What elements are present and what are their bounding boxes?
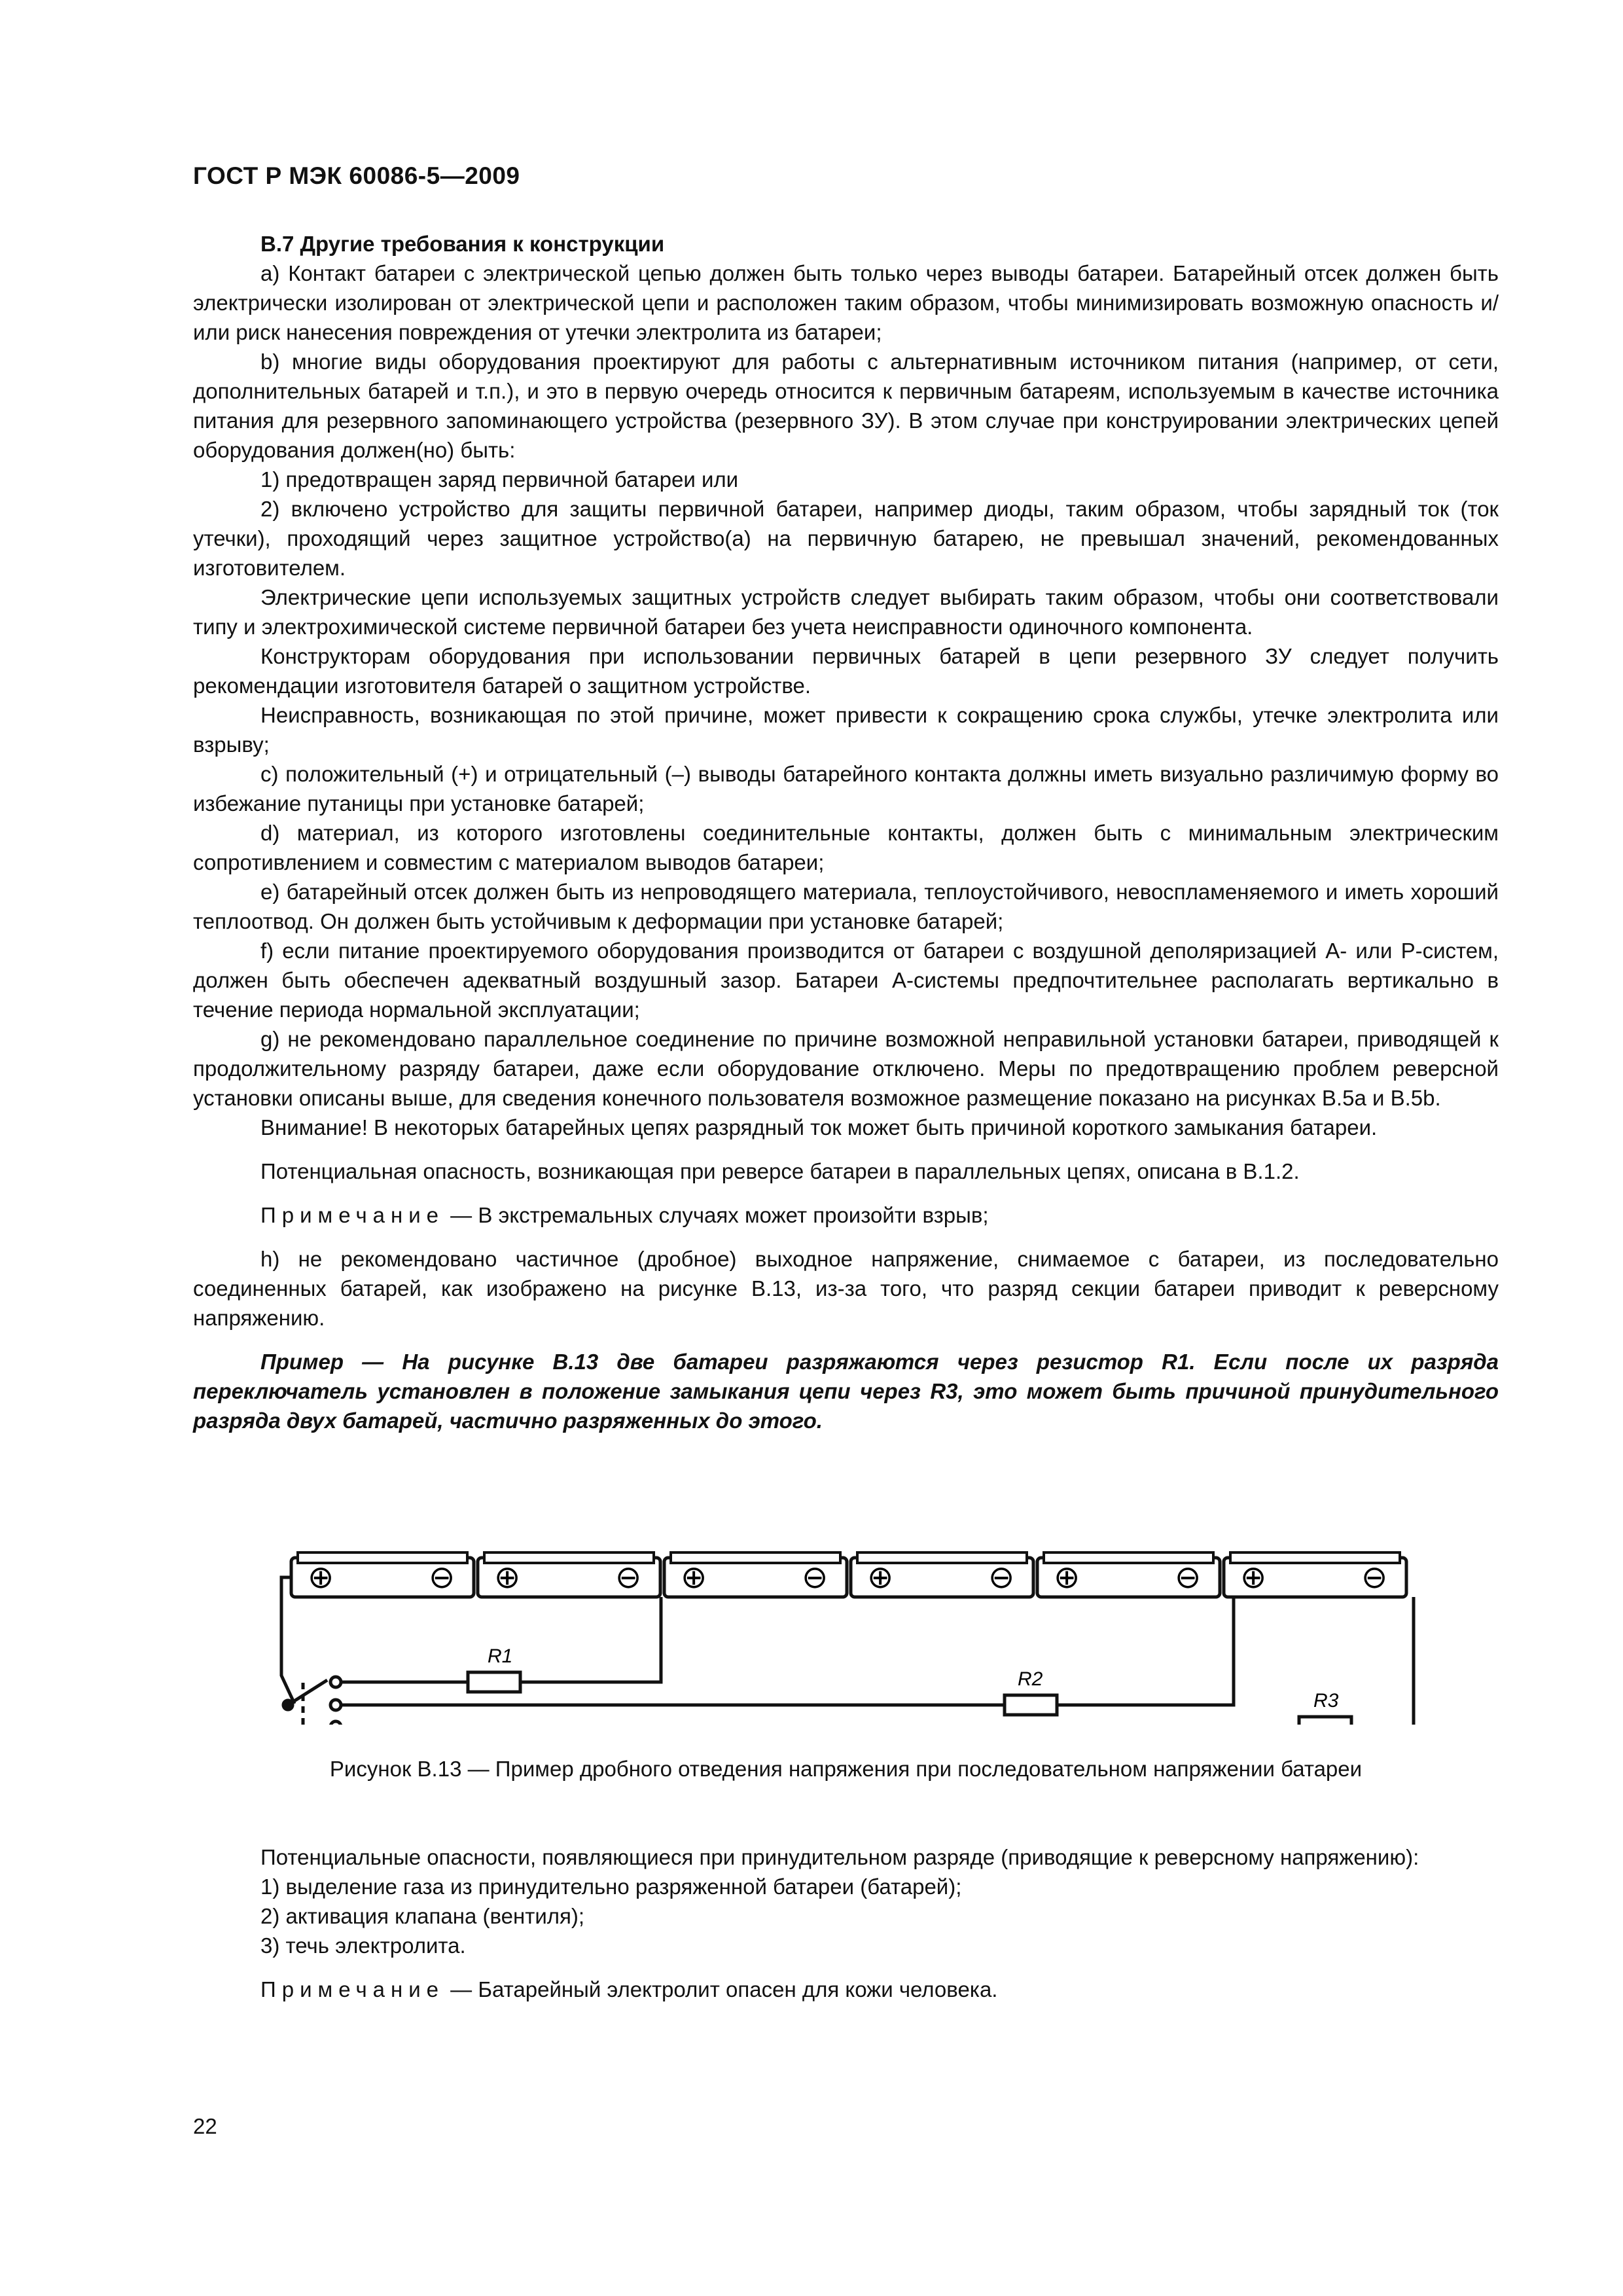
resistor-r1 [468, 1645, 520, 1692]
paragraph-b: b) многие виды оборудования проектируют для работы с альтернативным источником питания (например, от сети, дополнительных батарей и т.п.), и это в первую очередь относится к первичным батареям, используемым в качестве источника питания для резервного запоминающего устройства (резервного ЗУ). В этом случае при конструировании электрических цепей оборудования должен(но) быть: [193, 350, 1499, 462]
paragraph-d: d) материал, из которого изготовлены соединительные контакты, должен быть с минимальным электрическим сопротивлением и совместим с материалом выводов батареи; [193, 821, 1499, 874]
battery-1 [291, 1552, 474, 1597]
battery-4 [851, 1552, 1033, 1597]
section-heading: В.7 Другие требования к конструкции [260, 232, 665, 256]
battery-minus-terminal: ⊖ [1361, 1560, 1388, 1595]
note2-text: — Батарейный электролит опасен для кожи человека. [444, 1977, 998, 2001]
paragraph-f: f) если питание проектируемого оборудования производится от батареи с воздушной деполяризацией А- или Р-систем, должен быть обеспечен адекватный воздушный зазор. Батареи А-системы предпочтительнее располагать вертикально в течение периода нормальной эксплуатации; [193, 939, 1499, 1022]
document-header: ГОСТ Р МЭК 60086-5—2009 [193, 162, 520, 189]
figure-caption: Рисунок В.13 — Пример дробного отведения напряжения при последовательном напряжении батареи [329, 1757, 1363, 1781]
resistor-r1-label: R1 [488, 1645, 513, 1667]
battery-3 [664, 1552, 847, 1597]
page-number: 22 [193, 2114, 217, 2138]
paragraph-h: h) не рекомендовано частичное (дробное) выходное напряжение, снимаемое с батареи, из последовательно соединенных батарей, как изображено на рисунке В.13, из-за того, что разряд секции батареи приводит к реверсному напряжению. [193, 1247, 1499, 1330]
battery-plus-terminal: ⊕ [1240, 1560, 1267, 1595]
paragraph-e: e) батарейный отсек должен быть из непроводящего материала, теплоустойчивого, невоспламеняемого и иметь хороший теплоотвод. Он должен быть устойчивым к деформации при установке батарей; [193, 880, 1499, 933]
battery-minus-terminal: ⊖ [429, 1560, 455, 1595]
battery-plus-terminal: ⊕ [681, 1560, 707, 1595]
note-label: Примечание [260, 1203, 445, 1227]
paragraph-designers: Конструкторам оборудования при использовании первичных батарей в цепи резервного ЗУ следует получить рекомендации изготовителя батарей о защитном устройстве. [193, 644, 1499, 698]
section-body [193, 229, 1499, 1435]
note-electrolyte [193, 1975, 1499, 2004]
paragraph-g: g) не рекомендовано параллельное соединение по причине возможной неправильной установки батареи, приводящей к продолжительному разряду батареи, даже если оборудование отключено. Меры по предотвращению проблем реверсной установки описаны выше, для сведения конечного пользователя возможное размещение показано на рисунках В.5а и В.5b. [193, 1027, 1499, 1110]
battery-plus-terminal: ⊕ [494, 1560, 521, 1595]
paragraph-protection: Электрические цепи используемых защитных устройств следует выбирать таким образом, чтобы они соответствовали типу и электрохимической системе первичной батареи без учета неисправности одиночного компонента. [193, 585, 1499, 639]
hazards-intro: Потенциальные опасности, появляющиеся при принудительном разряде (приводящие к реверсному напряжению): [260, 1845, 1419, 1869]
wire-r1 [340, 1597, 661, 1682]
resistor-r2 [1005, 1668, 1057, 1715]
example-paragraph: Пример — На рисунке В.13 две батареи разряжаются через резистор R1. Если после их разряда переключатель установлен в положение замыкания цепи через R3, это может быть причиной принудительного разряда двух батарей, частично разряженных до этого. [193, 1350, 1499, 1433]
battery-6 [1224, 1552, 1406, 1597]
paragraph-b1: 1) предотвращен заряд первичной батареи или [260, 467, 739, 492]
battery-minus-terminal: ⊖ [988, 1560, 1015, 1595]
note-explosion [193, 1200, 1499, 1230]
battery-minus-terminal: ⊖ [802, 1560, 829, 1595]
battery-minus-terminal: ⊖ [615, 1560, 642, 1595]
selector-switch [283, 1677, 341, 1725]
paragraph-b2: 2) включено устройство для защиты первичной батареи, например диоды, таким образом, чтобы зарядный ток (ток утечки), проходящий через защитное устройство(а) на первичную батарею, не превышал значений, рекомендованных изготовителем. [193, 497, 1499, 580]
battery-plus-terminal: ⊕ [1054, 1560, 1080, 1595]
note-text: — В экстремальных случаях может произойти взрыв; [444, 1203, 989, 1227]
paragraph-c: c) положительный (+) и отрицательный (–) выводы батарейного контакта должны иметь визуально различимую форму во избежание путаницы при установке батарей; [193, 762, 1499, 816]
battery-minus-terminal: ⊖ [1175, 1560, 1202, 1595]
battery-plus-terminal: ⊕ [867, 1560, 894, 1595]
resistor-r2-label: R2 [1018, 1668, 1043, 1690]
battery-row [291, 1552, 1406, 1597]
battery-5 [1037, 1552, 1220, 1597]
battery-circuit-diagram [193, 1528, 1436, 1725]
hazard-item-2: 2) активация клапана (вентиля); [260, 1904, 585, 1928]
paragraph-a: а) Контакт батареи с электрической цепью должен быть только через выводы батареи. Батарейный отсек должен быть электрически изолирован от электрической цепи и расположен таким образом, чтобы минимизировать возможную опасность и/или риск нанесения повреждения от утечки электролита из батареи; [193, 261, 1499, 344]
resistor-r3-label: R3 [1313, 1690, 1339, 1712]
hazard-item-1: 1) выделение газа из принудительно разряженной батареи (батарей); [260, 1874, 962, 1899]
paragraph-reverse: Потенциальная опасность, возникающая при реверсе батареи в параллельных цепях, описана в В.1.2. [260, 1159, 1300, 1183]
paragraph-warning: Внимание! В некоторых батарейных цепях разрядный ток может быть причиной короткого замыкания батареи. [260, 1115, 1378, 1139]
paragraph-failure: Неисправность, возникающая по этой причине, может привести к сокращению срока службы, утечке электролита или взрыву; [193, 703, 1499, 757]
resistor-r3 [1299, 1690, 1351, 1725]
battery-2 [478, 1552, 660, 1597]
hazard-item-3: 3) течь электролита. [260, 1933, 466, 1958]
battery-plus-terminal: ⊕ [308, 1560, 334, 1595]
hazards-section [193, 1842, 1499, 2004]
note2-label: Примечание [260, 1977, 445, 2001]
